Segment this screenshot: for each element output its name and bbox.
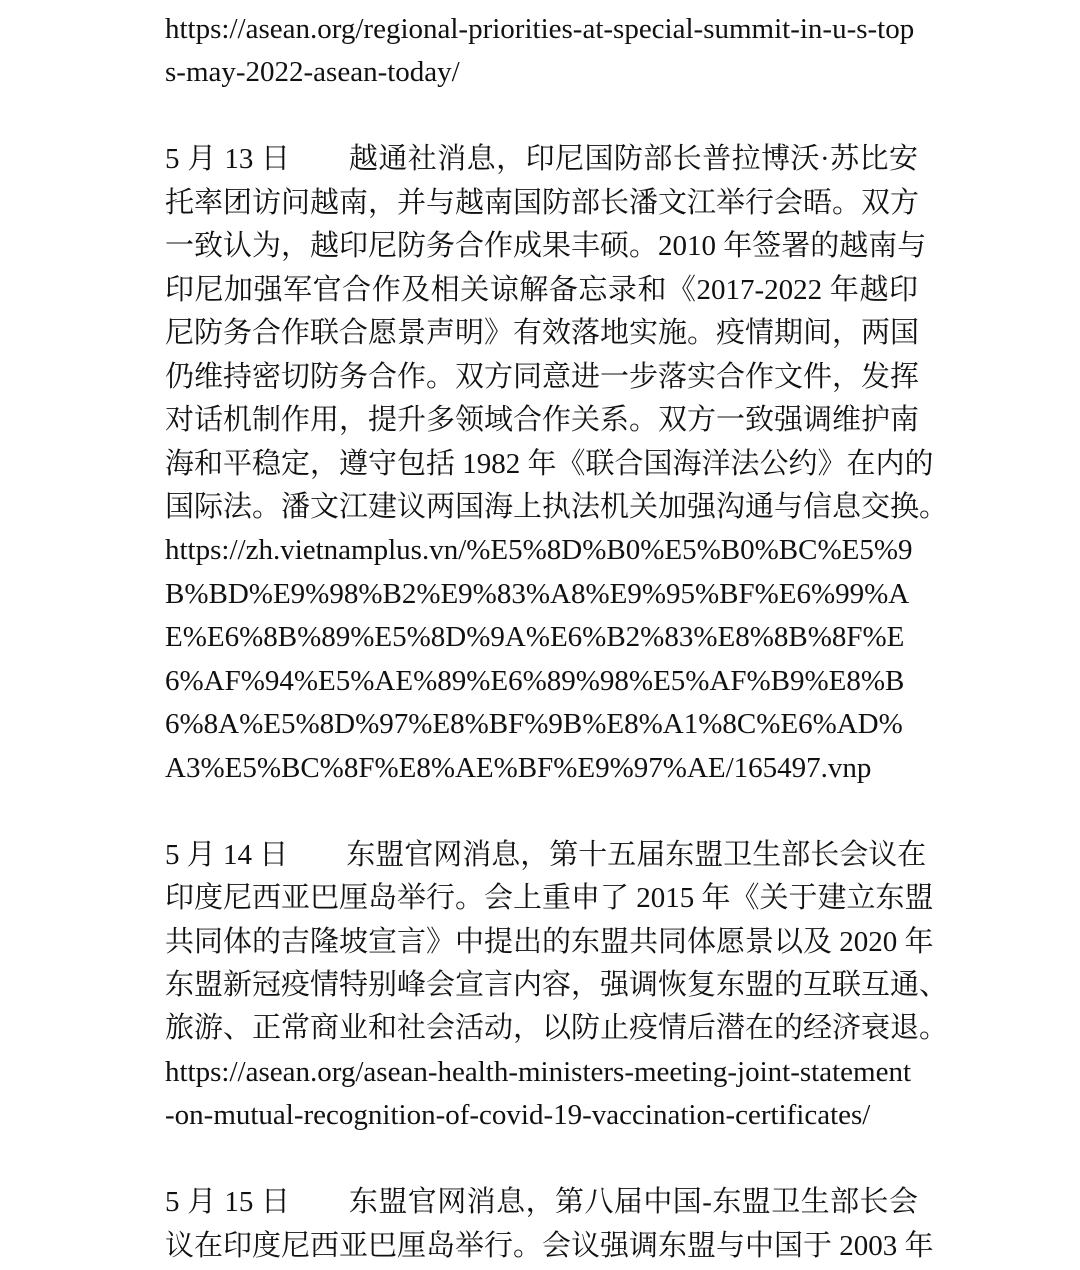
source-url-line: https://asean.org/regional-priorities-at-special-summit-in-u-s-top xyxy=(165,13,915,45)
source-url-line: E%E6%8B%89%E5%8D%9A%E6%B2%83%E8%8B%8F%E xyxy=(165,621,905,654)
document-page xyxy=(165,8,955,1268)
text-line: 东盟官网消息，第八届中国-东盟卫生部长会 xyxy=(348,1186,918,1219)
source-url-line: https://asean.org/asean-health-ministers-meeting-joint-statement xyxy=(165,1055,911,1088)
entry-date: 5 月 14 日 xyxy=(165,838,289,871)
source-url-line: -on-mutual-recognition-of-covid-19-vaccination-certificates/ xyxy=(165,1099,871,1132)
source-url-block xyxy=(165,8,955,95)
text-line: 印尼加强军官合作及相关谅解备忘录和《2017-2022 年越印 xyxy=(165,273,918,306)
entry-date: 5 月 15 日 xyxy=(165,1186,291,1219)
entry-first-line xyxy=(165,138,918,181)
text-line: 国际法。潘文江建议两国海上执法机关加强沟通与信息交换。 xyxy=(165,490,949,523)
entry-date: 5 月 13 日 xyxy=(165,143,291,176)
text-line: 海和平稳定，遵守包括 1982 年《联合国海洋法公约》在内的 xyxy=(165,447,934,480)
source-url-line: 6%8A%E5%8D%97%E8%BF%9B%E8%A1%8C%E6%AD% xyxy=(165,708,903,741)
text-line: 印度尼西亚巴厘岛举行。会上重申了 2015 年《关于建立东盟 xyxy=(165,882,934,915)
text-line: 议在印度尼西亚巴厘岛举行。会议强调东盟与中国于 2003 年 xyxy=(165,1229,934,1262)
text-line: 尼防务合作联合愿景声明》有效落地实施。疫情期间，两国 xyxy=(165,317,920,350)
text-line: 托率团访问越南，并与越南国防部长潘文江举行会晤。双方 xyxy=(165,186,920,219)
text-line: 旅游、正常商业和社会活动，以防止疫情后潜在的经济衰退。 xyxy=(165,1012,949,1045)
source-url-line: A3%E5%BC%8F%E8%AE%BF%E9%97%AE/165497.vnp xyxy=(165,751,872,784)
entry-may-14 xyxy=(165,834,955,1138)
source-url-line: s-may-2022-asean-today/ xyxy=(165,56,460,89)
text-line: 一致认为，越印尼防务合作成果丰硕。2010 年签署的越南与 xyxy=(165,230,927,263)
text-line: 仍维持密切防务合作。双方同意进一步落实合作文件，发挥 xyxy=(165,360,920,393)
entry-first-line xyxy=(165,834,927,877)
source-url-line: https://zh.vietnamplus.vn/%E5%8D%B0%E5%B0%BC%E5%9 xyxy=(165,534,913,567)
entry-first-line xyxy=(165,1181,918,1224)
entry-may-13 xyxy=(165,138,955,790)
text-line: 越通社消息，印尼国防部长普拉博沃·苏比安 xyxy=(348,143,918,176)
entry-may-15 xyxy=(165,1181,955,1268)
source-url-line: B%BD%E9%98%B2%E9%83%A8%E9%95%BF%E6%99%A xyxy=(165,577,910,610)
text-line: 东盟官网消息，第十五届东盟卫生部长会议在 xyxy=(346,838,927,871)
text-line: 共同体的吉隆坡宣言》中提出的东盟共同体愿景以及 2020 年 xyxy=(165,925,934,958)
text-line: 东盟新冠疫情特别峰会宣言内容，强调恢复东盟的互联互通、 xyxy=(165,968,949,1001)
source-url-line: 6%AF%94%E5%AE%89%E6%89%98%E5%AF%B9%E8%B xyxy=(165,664,905,697)
text-line: 对话机制作用，提升多领域合作关系。双方一致强调维护南 xyxy=(165,404,920,437)
